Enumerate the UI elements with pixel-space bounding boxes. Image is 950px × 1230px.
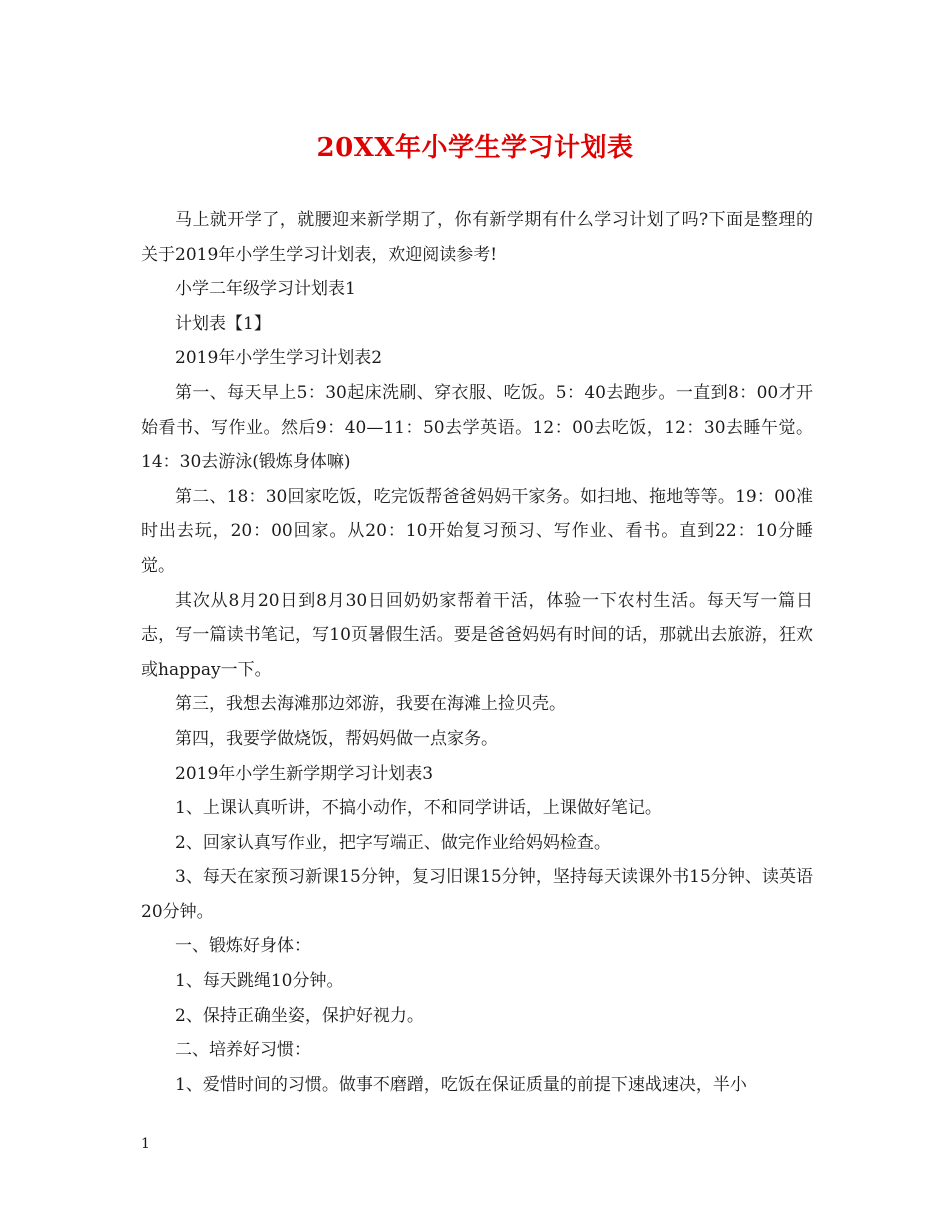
section-heading-exercise: 一、锻炼好身体： (175, 936, 311, 957)
list-item: 1、上课认真听讲，不搞小动作，不和同学讲话，上课做好笔记。 (175, 798, 662, 819)
document-body (141, 203, 813, 1102)
list-item: 2、保持正确坐姿，保护好视力。 (175, 1005, 424, 1026)
page-number: 1 (141, 1136, 150, 1152)
paragraph-heading-plan-1: 小学二年级学习计划表1 (175, 279, 356, 300)
paragraph-third: 第三，我想去海滩那边郊游，我要在海滩上捡贝壳。 (175, 694, 566, 715)
paragraph-plan-label: 计划表【1】 (175, 313, 271, 334)
paragraph-first: 第一、每天早上5：30起床洗刷、穿衣服、吃饭。5：40去跑步。一直到8：00才开始看书、写作业。然后9：40—11：50去学英语。12：00去吃饭，12：30去睡午觉。14：30去游泳(锻炼身体嘛) (141, 382, 813, 473)
list-item: 1、每天跳绳10分钟。 (175, 971, 344, 992)
paragraph-next: 其次从8月20日到8月30日回奶奶家帮着干活，体验一下农村生活。每天写一篇日志，写一篇读书笔记，写10页暑假生活。要是爸爸妈妈有时间的话，那就出去旅游，狂欢或happay一下。 (141, 590, 813, 680)
section-heading-habits: 二、培养好习惯： (175, 1040, 311, 1061)
paragraph-fourth: 第四，我要学做烧饭，帮妈妈做一点家务。 (175, 728, 498, 749)
paragraph-second: 第二、18：30回家吃饭，吃完饭帮爸爸妈妈干家务。如扫地、拖地等等。19：00准时出去玩，20：00回家。从20：10开始复习预习、写作业、看书。直到22：10分睡觉。 (141, 486, 813, 576)
list-item: 2、回家认真写作业，把字写端正、做完作业给妈妈检查。 (175, 832, 611, 853)
page-title: 20XX年小学生学习计划表 (316, 133, 634, 163)
paragraph-heading-plan-3: 2019年小学生新学期学习计划表3 (175, 763, 434, 784)
paragraph-intro: 马上就开学了，就腰迎来新学期了，你有新学期有什么学习计划了吗?下面是整理的关于2019年小学生学习计划表，欢迎阅读参考! (141, 210, 813, 265)
paragraph-heading-plan-2: 2019年小学生学习计划表2 (175, 348, 383, 369)
list-item: 3、每天在家预习新课15分钟，复习旧课15分钟，坚持每天读课外书15分钟、读英语20分钟。 (141, 867, 813, 922)
list-item: 1、爱惜时间的习惯。做事不磨蹭，吃饭在保证质量的前提下速战速决，半小 (175, 1074, 747, 1095)
